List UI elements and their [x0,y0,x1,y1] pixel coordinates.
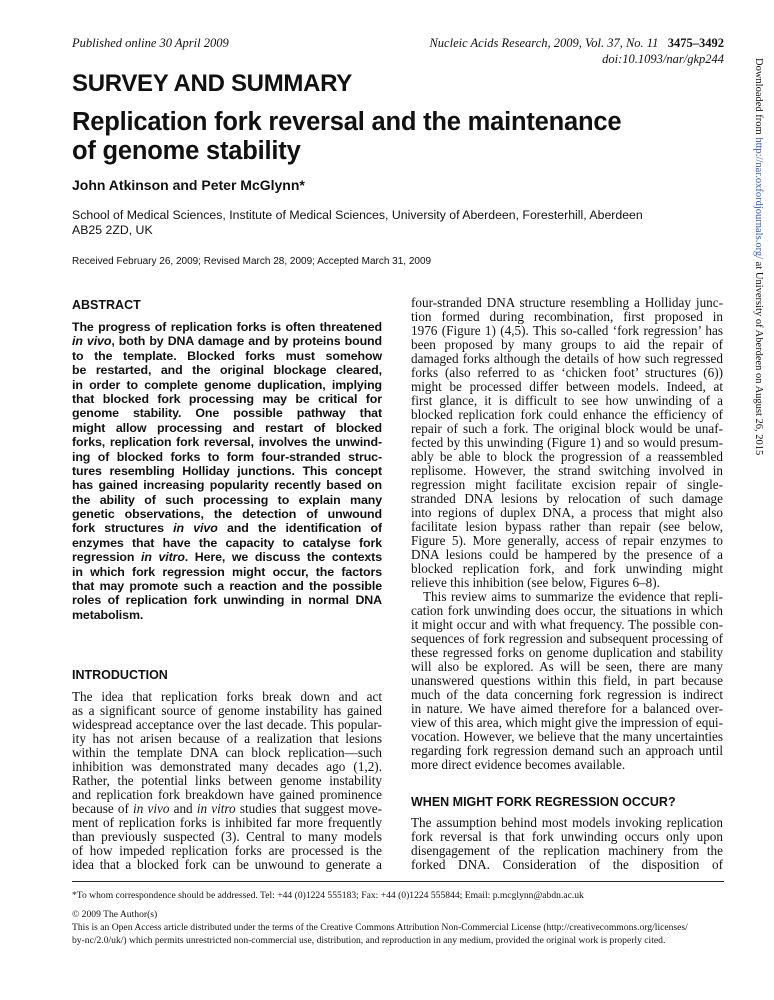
text-line: of how impeded replication forks are processed is the [72,844,382,858]
text-line: fected by this unwinding (Figure 1) and so would presum- [411,436,723,450]
abstract-heading: ABSTRACT [72,298,141,312]
text-line: tion formed during recombination, first proposed in [411,310,723,324]
text-line: widespread acceptance over the last decade. This popular- [72,718,382,732]
text-line: might allow processing and restart of blocked [72,420,382,435]
text-line: been proposed by many groups to aid the repair of [411,338,723,352]
text-line: ably be able to block the progression of a reassembled [411,450,723,464]
copyright: © 2009 The Author(s) [72,909,158,920]
text-line: be restarted, and the original blockage cleared, [72,363,382,378]
text-line: the ability of such processing to explain many [72,492,382,507]
text-line: fork reversal is that fork unwinding occurs only upon [411,830,723,844]
text-line: as a significant source of genome instability has gained [72,704,382,718]
text-line: This review aims to summarize the evidence that repli- [423,590,723,604]
download-suffix: at University of Aberdeen on August 26, 2015 [753,259,764,456]
text-line: Figure 5). More generally, access of repair enzymes to [411,534,723,548]
text-line: stranded DNA lesions by relocation of such damage [411,492,723,506]
introduction-heading: INTRODUCTION [72,668,168,682]
paragraph [72,320,382,622]
article-dates: Received February 26, 2009; Revised March 28, 2009; Accepted March 31, 2009 [72,256,432,267]
journal-name: Nucleic Acids Research, 2009, Vol. 37, No. 11 [429,36,659,50]
text-line: facilitate lesion bypass rather than repair (see below, [411,520,723,534]
text-line: sequences of fork regression and subsequent processing of [411,632,723,646]
when-text [411,816,723,872]
affiliation-line: AB25 2ZD, UK [72,223,153,237]
text-line: regression might facilitate excision repair of single- [411,478,723,492]
text-line: ity has not arisen because of a realization that lesions [72,732,382,746]
text-line: regression in vitro. Here, we discuss the contexts [72,550,382,565]
text-line: and replication fork breakdown have gained prominence [72,788,382,802]
paragraph [411,816,723,872]
text-line: more direct evidence becomes available. [411,758,626,772]
text-line: DNA lesions could be hampered by the presence of a [411,548,723,562]
text-line: forks, replication fork reversal, involves the unwind- [72,435,382,450]
title-line: of genome stability [72,137,301,165]
text-line: in order to complete genome duplication, implying [72,377,382,392]
doi: doi:10.1093/nar/gkp244 [602,52,724,66]
text-line: in vivo, both by DNA damage and by proteins bound [72,334,382,349]
text-line: tures resembling Holliday junctions. This concept [72,463,382,478]
article-title [72,108,621,166]
text-line: because of in vivo and in vitro studies that suggest move- [72,802,382,816]
text-line: that blocked fork processing may be critical for [72,391,382,406]
text-line: into regions of duplex DNA, a process that might also [411,506,723,520]
text-line: The progress of replication forks is often threatened [72,320,382,334]
license-line: by-nc/2.0/uk/) which permits unrestricted non-commercial use, distribution, and reproduction in any medium, provided the original work is properly cited. [72,935,666,946]
text-line: forked DNA. Consideration of the disposition of [411,858,723,872]
text-line: ment of replication forks is inhibited far more frequently [72,816,382,830]
text-line: view of this area, which might give the impression of equi- [411,716,723,730]
text-line: cation fork unwinding does occur, the situations in which [411,604,723,618]
text-line: than previously suspected (3). Central to many models [72,830,382,844]
title-line: Replication fork reversal and the maintenance [72,108,622,136]
affiliation [72,208,643,238]
page-range: 3475–3492 [667,36,724,50]
paragraph [411,296,723,590]
footnote-divider [72,881,724,882]
text-line: genetic observations, the detection of unwound [72,507,382,522]
text-line: The idea that replication forks break down and act [72,690,382,704]
when-heading: WHEN MIGHT FORK REGRESSION OCCUR? [411,795,676,809]
text-line: unanswered questions within this field, in part because [411,674,723,688]
published-date: Published online 30 April 2009 [72,36,229,50]
text-line: The assumption behind most models invoking replication [411,816,723,830]
text-line: replisome. However, the strand switching involved in [411,464,723,478]
abstract-text [72,320,382,622]
text-line: inhibition was demonstrated many decades ago (1,2). [72,760,382,774]
license-line: This is an Open Access article distributed under the terms of the Creative Commons Attribution Non-Commercial License (http://creativecommons.org/licenses/ [72,922,688,933]
text-line: in nature. We have aimed therefore for a balanced over- [411,702,723,716]
text-line: will also be explored. As will be seen, there are many [411,660,723,674]
text-line: fork structures in vivo and the identification of [72,521,382,536]
text-line: forks (also referred to as ‘chicken foot’ structures (6)) [411,366,723,380]
introduction-text [72,690,382,872]
journal-citation [429,36,724,51]
text-line: damaged forks although the details of how such regressed [411,352,723,366]
text-line: idea that a blocked fork can be unwound to generate a [72,858,382,872]
text-line: 1976 (Figure 1) (4,5). This so-called ‘fork regression’ has [411,324,723,338]
download-note [753,58,764,455]
text-line: disengagement of the replication machinery from the [411,844,723,858]
download-prefix: Downloaded from [753,58,764,138]
text-line: vocation. However, we believe that the many uncertainties [411,730,723,744]
text-line: regarding fork regression demand such an approach until [411,744,723,758]
affiliation-line: School of Medical Sciences, Institute of Medical Sciences, University of Aberdeen, Foresterhill, Aberdeen [72,208,643,222]
text-line: first glance, it is difficult to see how unwinding of a [411,394,723,408]
license-note [72,921,724,947]
text-line: to the template. Blocked forks must somehow [72,348,382,363]
text-line: ing of blocked forks to form four-stranded struc- [72,449,382,464]
text-line: four-stranded DNA structure resembling a Holliday junc- [411,296,723,310]
text-line: these regressed forks on genome duplication and stability [411,646,723,660]
text-line: metabolism. [72,607,144,622]
text-line: much of the data concerning fork regression is indirect [411,688,723,702]
right-column-text [411,296,723,772]
text-line: blocked replication fork could enhance the efficiency of [411,408,723,422]
text-line: enzymes that have the capacity to catalyse fork [72,535,382,550]
text-line: has gained increasing popularity recently based on [72,478,382,493]
section-type: SURVEY AND SUMMARY [72,70,352,97]
authors: John Atkinson and Peter McGlynn* [72,177,305,193]
text-line: roles of replication fork unwinding in normal DNA [72,593,382,608]
text-line: might be processed differ between models. Indeed, at [411,380,723,394]
text-line: in which fork regression might occur, the factors [72,564,382,579]
text-line: within the template DNA can block replication—such [72,746,382,760]
journal-link[interactable]: http://nar.oxfordjournals.org/ [753,137,764,260]
text-line: repair of such a fork. The original block would be unaf- [411,422,723,436]
text-line: it might occur and with what frequency. The possible con- [411,618,723,632]
text-line: genome stability. One possible pathway that [72,406,382,421]
text-line: blocked replication fork, and fork unwinding might [411,562,723,576]
paragraph [411,590,723,772]
correspondence-note: *To whom correspondence should be addressed. Tel: +44 (0)1224 555183; Fax: +44 (0)1224 555844; Email: p.mcglynn@abdn.ac.uk [72,890,584,901]
text-line: that may promote such a reaction and the possible [72,579,382,594]
text-line: relieve this inhibition (see below, Figures 6–8). [411,576,660,590]
text-line: Rather, the potential links between genome instability [72,774,382,788]
paragraph [72,690,382,872]
